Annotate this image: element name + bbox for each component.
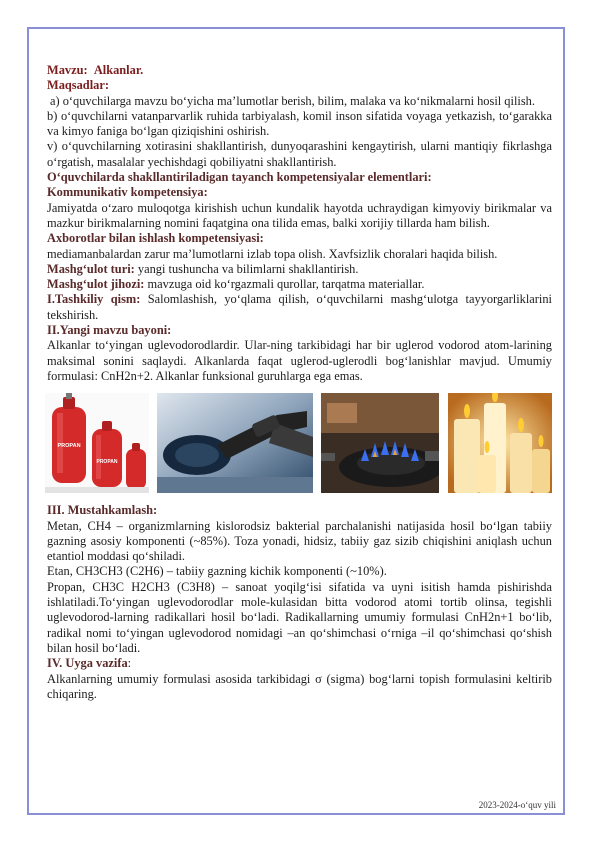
aim-a: a) o‘quvchilarga mavzu bo‘yicha ma’lumotlar berish, bilim, malaka va ko‘nikmalarni hosil qilish.: [50, 93, 535, 108]
org-text: Salomlashish, yo‘qlama qilish, o‘quvchilarni mashg‘ulotga tayyorgarliklarini tekshirish.: [47, 292, 552, 322]
org-part: [47, 292, 552, 323]
homework-colon: :: [127, 656, 132, 671]
footer-year: 2023-2024-o‘quv yili: [478, 800, 556, 810]
gas-cylinders-image: [45, 393, 149, 493]
aim-b: b) o‘quvchilarni vatanparvarlik ruhida tarbiyalash, komil inson sifatida voyaga yetkazish, to‘garakka va kimyo faniga bo‘lgan qiziqishini oshirish.: [47, 108, 552, 139]
new-topic-heading: II.Yangi mavzu bayoni:: [47, 323, 172, 338]
reinforce-ethane: Etan, CH3CH3 (C2H6) – tabiiy gazning kichik komponenti (~10%).: [47, 564, 387, 579]
communicative-heading: Kommunikativ kompetensiya:: [47, 185, 208, 200]
reinforce-heading: III. Mustahkamlash:: [47, 503, 158, 518]
aim-v: v) o‘quvchilarning xotirasini shakllantirish, dunyoqarashini kengaytirish, ularni mantiqiy fikrlashga o‘rgatish, masalalar yechishdagi qobiliyatni shakllantirish.: [47, 139, 552, 169]
homework-text: Alkanlarning umumiy formulasi asosida tarkibidagi σ (sigma) bog‘larni topish formulasini keltirib chiqaring.: [47, 671, 552, 701]
cylinder-label-1: PROPAN: [57, 443, 81, 450]
gas-burner-flame-image: [321, 393, 439, 493]
homework-heading-line: [47, 656, 552, 671]
org-label: I.Tashkiliy qism:: [47, 292, 141, 307]
info-text: mediamanbalardan zarur ma’lumotlarni izlab topa olish. Xavfsizlik choralari haqida bilish.: [47, 246, 498, 261]
candles-image: [448, 393, 552, 493]
communicative-text: Jamiyatda o‘zaro muloqotga kirishish uchun kundalik hayotda uchraydigan kimyoviy birikmalar va mazkur birikmalarning nomini faqatgina ona tilida emas, balki xorijiy tillarda ham bilish.: [47, 200, 552, 230]
lesson-type-text: yangi tushuncha va bilimlarni shakllantirish.: [137, 261, 359, 276]
cylinder-label-2: PROPAN: [96, 459, 118, 466]
homework-heading: IV. Uyga vazifa: [47, 656, 128, 671]
fuel-nozzle-image: [157, 393, 313, 493]
competency-heading: O‘quvchilarda shakllantiriladigan tayanch kompetensiyalar elementlari:: [47, 170, 432, 185]
topic-value: Alkanlar.: [93, 63, 144, 77]
new-topic-text: Alkanlar to‘yingan uglevodorodlardir. Ular-ning tarkibidagi har bir uglerod vodorod atom-larining maksimal sonini saqlaydi. Alkanlarda faqat uglerod-uglerodli bog‘lanishlar mavjud. Umumiy formulasi: CnH2n+2. Alkanlar funksional guruhlarga ega emas.: [47, 338, 552, 383]
info-heading: Axborotlar bilan ishlash kompetensiyasi:: [47, 231, 264, 246]
lesson-type-label: Mashg‘ulot turi:: [47, 261, 135, 276]
document-body: [47, 63, 552, 702]
lesson-equipment: [47, 277, 552, 292]
aims-heading: Maqsadlar:: [47, 78, 109, 93]
reinforce-propane: Propan, CH3C H2CH3 (C3H8) – sanoat yoqilg‘isi sifatida va uyni isitish hamda pishirishda ishlatiladi.To‘yingan uglevodorodlar mole-kulasidan bitta vodorod atomi tortib olinsa, tegishli uglevodorod-larning radikallari hosil bo‘ladi. Radikallarning umumiy formulasi CnH2n+1 bo‘lib, radikal nomi to‘yingan uglevodorod nomidagi –an qo‘shimchasi o‘rniga –il qo‘shimchasi qo‘shish bilan hosil bo‘ladi.: [47, 579, 552, 655]
reinforce-methane: Metan, CH4 – organizmlarning kislorodsiz bakterial parchalanishi natijasida hosil bo‘lgan tabiiy gazning asosiy komponenti (~85%). Toza yonadi, hidsiz, tabiiy gaz sizib chiqishini aniqlash uchun etantiol moddasi qo‘shiladi.: [47, 518, 552, 564]
illustration-strip: [45, 393, 552, 493]
topic-label: Mavzu:: [47, 63, 88, 77]
lesson-equipment-label: Mashg‘ulot jihozi:: [47, 277, 145, 292]
lesson-equipment-text: mavzuga oid ko‘rgazmali qurollar, tarqatma materiallar.: [147, 277, 425, 292]
topic-line: [47, 63, 552, 78]
lesson-type: [47, 262, 552, 277]
